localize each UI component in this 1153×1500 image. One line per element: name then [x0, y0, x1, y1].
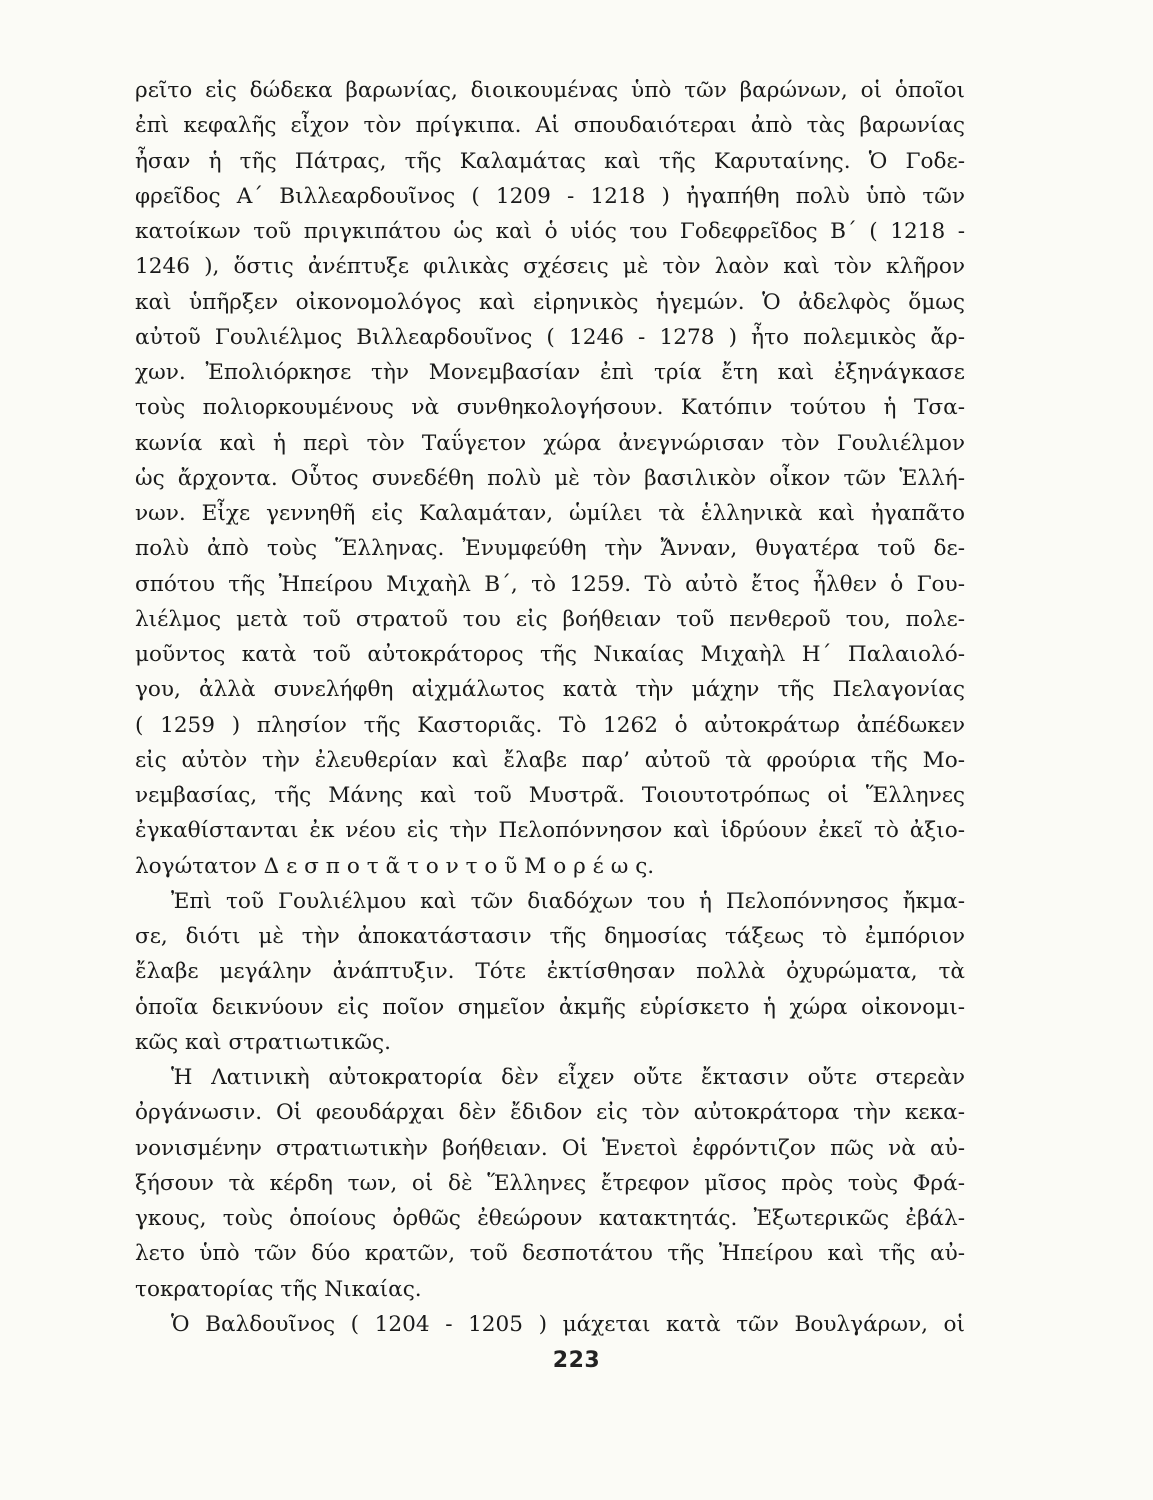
text-line: ἐπὶ κεφαλῆς εἶχον τὸν πρίγκιπα. Αἱ σπουδαιότεραι ἀπὸ τὰς βαρωνίας: [135, 113, 965, 139]
text-line: Ὁ Βαλδουῖνος ( 1204 - 1205 ) μάχεται κατὰ τῶν Βουλγάρων, οἱ: [171, 1311, 965, 1337]
text-line: 1246 ), ὅστις ἀνέπτυξε φιλικὰς σχέσεις μὲ τὸν λαὸν καὶ τὸν κλῆρον: [135, 254, 965, 280]
text-line: Ἐπὶ τοῦ Γουλιέλμου καὶ τῶν διαδόχων του ἡ Πελοπόννησος ἤκμα-: [171, 888, 965, 914]
text-line: χων. Ἐπολιόρκησε τὴν Μονεμβασίαν ἐπὶ τρία ἔτη καὶ ἐξηνάγκασε: [135, 360, 965, 385]
text-line: κατοίκων τοῦ πριγκιπάτου ὡς καὶ ὁ υἱός του Γοδεφρεῖδος Β΄ ( 1218 -: [135, 219, 965, 244]
text-line: ὀργάνωσιν. Οἱ φεουδάρχαι δὲν ἔδιδον εἰς τὸν αὐτοκράτορα τὴν κεκα-: [135, 1100, 965, 1126]
text-line: Ἡ Λατινικὴ αὐτοκρατορία δὲν εἶχεν οὔτε ἔκτασιν οὔτε στερεὰν: [171, 1065, 965, 1090]
text-line: εἰς αὐτὸν τὴν ἐλευθερίαν καὶ ἔλαβε παρ’ αὐτοῦ τὰ φρούρια τῆς Μο-: [135, 747, 965, 773]
text-line: ἦσαν ἡ τῆς Πάτρας, τῆς Καλαμάτας καὶ τῆς Καρυταίνης. Ὁ Γοδε-: [135, 148, 965, 174]
text-line: ρεῖτο εἰς δώδεκα βαρωνίας, διοικουμένας ὑπὸ τῶν βαρώνων, οἱ ὁποῖοι: [135, 78, 965, 103]
text-line: ὁποῖα δεικνύουν εἰς ποῖον σημεῖον ἀκμῆς εὑρίσκετο ἡ χώρα οἰκονομι-: [135, 994, 965, 1020]
text-line: τοὺς πολιορκουμένους νὰ συνθηκολογήσουν. Κατόπιν τούτου ἡ Τσα-: [135, 395, 965, 421]
text-line: σε, διότι μὲ τὴν ἀποκατάστασιν τῆς δημοσίας τάξεως τὸ ἐμπόριον: [135, 924, 965, 949]
text-line: αὐτοῦ Γουλιέλμος Βιλλεαρδουῖνος ( 1246 - 1278 ) ἦτο πολεμικὸς ἄρ-: [135, 324, 965, 350]
text-line: φρεῖδος Α΄ Βιλλεαρδουῖνος ( 1209 - 1218 ) ἠγαπήθη πολὺ ὑπὸ τῶν: [135, 183, 965, 209]
text-line: πολὺ ἀπὸ τοὺς Ἕλληνας. Ἐνυμφεύθη τὴν Ἄνναν, θυγατέρα τοῦ δε-: [135, 536, 965, 562]
text-line: γου, ἀλλὰ συνελήφθη αἰχμάλωτος κατὰ τὴν μάχην τῆς Πελαγονίας: [135, 677, 965, 703]
text-line: λετο ὑπὸ τῶν δύο κρατῶν, τοῦ δεσποτάτου τῆς Ἠπείρου καὶ τῆς αὐ-: [135, 1241, 965, 1267]
text-line: νεμβασίας, τῆς Μάνης καὶ τοῦ Μυστρᾶ. Τοιουτοτρόπως οἱ Ἕλληνες: [135, 783, 965, 808]
text-line: λιέλμος μετὰ τοῦ στρατοῦ του εἰς βοήθειαν τοῦ πενθεροῦ του, πολε-: [135, 606, 965, 632]
text-line: τοκρατορίας τῆς Νικαίας.: [135, 1276, 422, 1302]
text-line: σπότου τῆς Ἠπείρου Μιχαὴλ Β΄, τὸ 1259. Τὸ αὐτὸ ἔτος ἦλθεν ὁ Γου-: [135, 571, 965, 597]
text-line: κωνία καὶ ἡ περὶ τὸν Ταΰγετον χώρα ἀνεγνώρισαν τὸν Γουλιέλμον: [135, 430, 965, 456]
text-line: νων. Εἶχε γεννηθῆ εἰς Καλαμάταν, ὡμίλει τὰ ἑλληνικὰ καὶ ἠγαπᾶτο: [135, 501, 965, 526]
text-line: ὡς ἄρχοντα. Οὗτος συνεδέθη πολὺ μὲ τὸν βασιλικὸν οἶκον τῶν Ἑλλή-: [135, 465, 965, 491]
text-line: γκους, τοὺς ὁποίους ὀρθῶς ἐθεώρουν κατακτητάς. Ἐξωτερικῶς ἐβάλ-: [135, 1206, 965, 1231]
text-line: μοῦντος κατὰ τοῦ αὐτοκράτορος τῆς Νικαίας Μιχαὴλ Η΄ Παλαιολό-: [135, 642, 965, 667]
text-line: κῶς καὶ στρατιωτικῶς.: [135, 1029, 391, 1055]
text-line: ἔλαβε μεγάλην ἀνάπτυξιν. Τότε ἐκτίσθησαν πολλὰ ὀχυρώματα, τὰ: [135, 959, 965, 985]
text-line: ἐγκαθίστανται ἐκ νέου εἰς τὴν Πελοπόννησον καὶ ἱδρύουν ἐκεῖ τὸ ἀξιο-: [135, 818, 965, 844]
text-line: λογώτατον Δ ε σ π ο τ ᾶ τ ο ν τ ο ῦ Μ ο ρ έ ω ς.: [135, 853, 655, 879]
text-line: ( 1259 ) πλησίον τῆς Καστοριᾶς. Τὸ 1262 ὁ αὐτοκράτωρ ἀπέδωκεν: [135, 712, 965, 738]
page-number: 223: [552, 1348, 601, 1373]
text-line: νονισμένην στρατιωτικὴν βοήθειαν. Οἱ Ἑνετοὶ ἐφρόντιζον πῶς νὰ αὐ-: [135, 1135, 965, 1161]
body-text: [135, 73, 965, 1342]
text-line: ξήσουν τὰ κέρδη των, οἱ δὲ Ἕλληνες ἔτρεφον μῖσος πρὸς τοὺς Φρά-: [135, 1170, 965, 1196]
text-line: καὶ ὑπῆρξεν οἰκονομολόγος καὶ εἰρηνικὸς ἡγεμών. Ὁ ἀδελφὸς ὅμως: [135, 289, 965, 315]
